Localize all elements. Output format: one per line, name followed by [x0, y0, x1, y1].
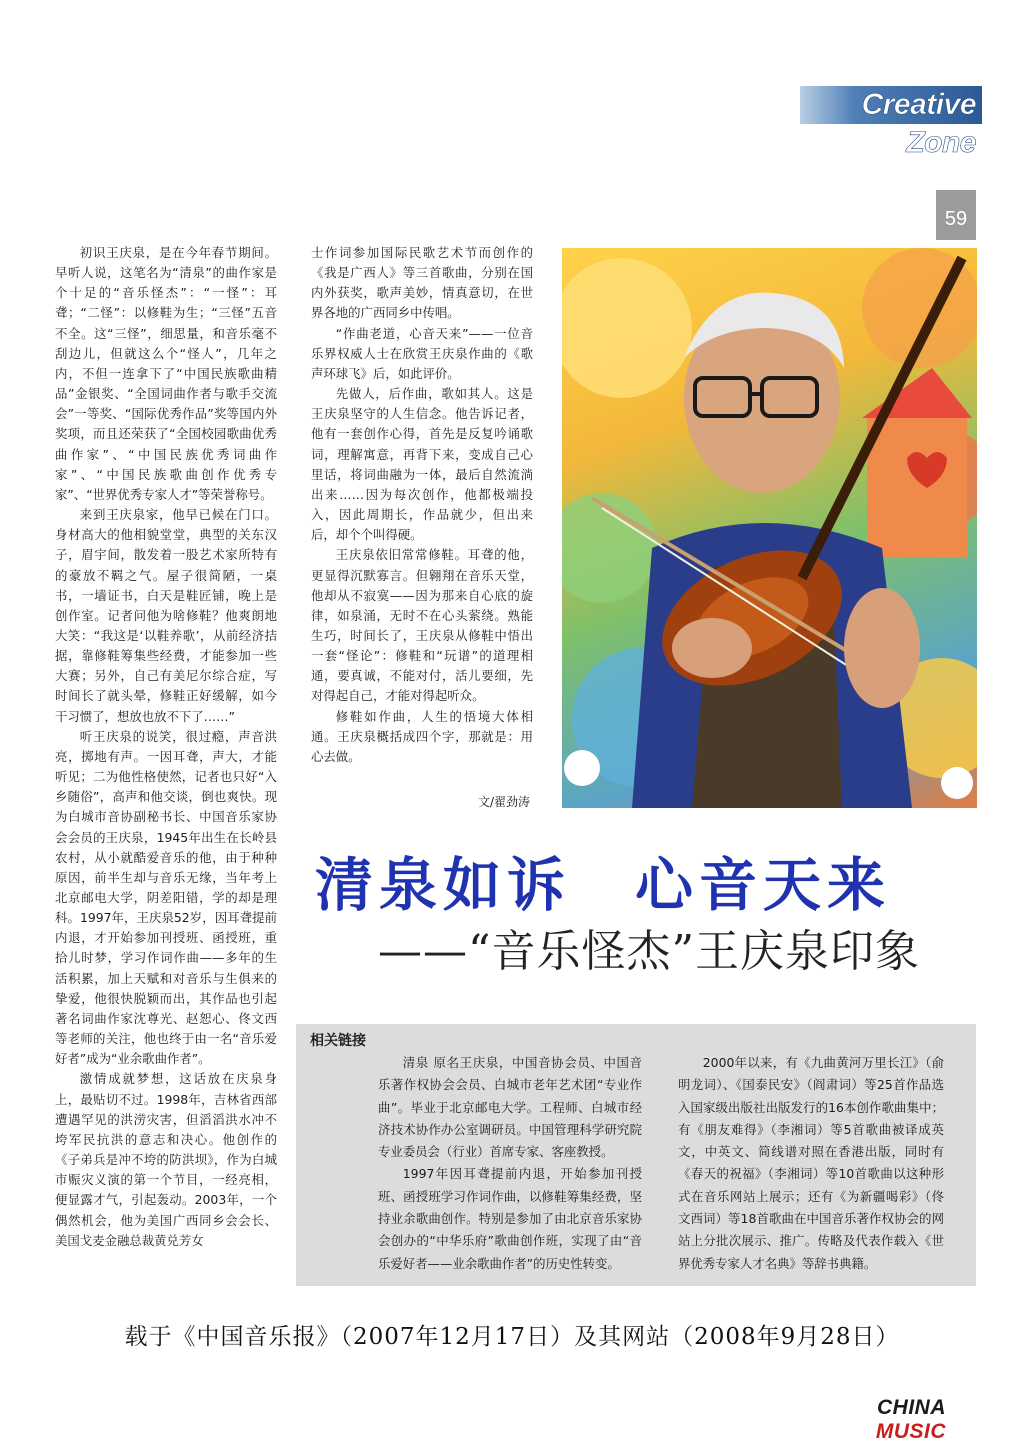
magazine-logo-part-2: MUSIC: [875, 1420, 946, 1443]
related-paragraph: 1997年因耳聋提前内退，开始参加刊授班、函授班学习作词作曲，以修鞋筹集经费，坚持业余歌曲创作。特别是参加了由北京音乐家协会创办的“中华乐府”歌曲创作班，实现了由“音乐爱好者——业余歌曲作者”的历史性转变。: [378, 1166, 642, 1271]
violinist-photo: [562, 248, 977, 808]
headline-part-1: 清泉如诉: [315, 851, 572, 919]
source-note: 载于《中国音乐报》（2007年12月17日）及其网站（2008年9月28日）: [124, 1324, 900, 1350]
article-column-1: [55, 243, 277, 1251]
magazine-logo-part-1: CHINA: [877, 1396, 946, 1419]
related-paragraph: 清泉 原名王庆泉，中国音协会员、中国音乐著作权协会会员、白城市老年艺术团“专业作曲”。毕业于北京邮电大学。工程师、白城市经济技术协作办公室调研员。中国管理科学研究院专业委员会（行业）首席专家、客座教授。: [378, 1055, 642, 1160]
page-number: 59: [936, 190, 976, 240]
article-column-2: [311, 243, 533, 767]
section-title: Creative Zone: [800, 86, 982, 124]
paragraph: 激情成就梦想，这话放在庆泉身上，最贴切不过。1998年，吉林省西部遭遇罕见的洪涝灾害，但滔滔洪水冲不垮军民抗洪的意志和决心。他创作的《子弟兵是冲不垮的防洪坝》，作为白城市赈灾义演的第一个节目，一经亮相，便显露才气，引起轰动。2003年，一个偶然机会，他为美国广西同乡会会长、美国戈麦金融总裁黄兑芳女: [55, 1071, 277, 1248]
related-paragraph: 2000年以来，有《九曲黄河万里长江》（俞明龙词）、《国泰民安》（阎肃词）等25首作品选入国家级出版社出版发行的16本创作歌曲集中；有《朋友难得》（李湘词）等5首歌曲被译成英文，中英文、简线谱对照在香港出版，同时有《春天的祝福》（李湘词）等10首歌曲以这种形式在音乐网站上展示；还有《为新疆喝彩》（佟文西词）等18首歌曲在中国音乐著作权协会的网站上分批次展示、推广。传略及代表作载入《世界优秀专家人才名典》等辞书典籍。: [678, 1055, 944, 1271]
subtitle: ——“音乐怪杰”王庆泉印象: [378, 926, 920, 977]
paragraph: 来到王庆泉家，他早已候在门口。身材高大的他相貌堂堂，典型的关东汉子，眉宇间，散发着一股艺术家所特有的豪放不羁之气。屋子很简陋，一桌书，一墙证书，白天是鞋匠铺，晚上是创作室。记者问他为啥修鞋？他爽朗地大笑：“我这是‘以鞋养歌’，从前经济拮据，靠修鞋筹集些经费，才能参加一些大赛；另外，自己有美尼尔综合症，写时间长了就头晕，修鞋正好缓解，如今干习惯了，想放也放不下了……”: [55, 507, 277, 724]
paragraph: 修鞋如作曲，人生的悟境大体相通。王庆泉概括成四个字，那就是：用心去做。: [311, 708, 533, 764]
paragraph: 听王庆泉的说笑，很过瘾，声音洪亮，掷地有声。一因耳聋，声大，才能听见；二为他性格使然，记者也只好“入乡随俗”，高声和他交谈，倒也爽快。现为白城市音协副秘书长、中国音乐家协会会员的王庆泉，1945年出生在长岭县农村，从小就酷爱音乐的他，由于种种原因，前半生却与音乐无缘，当年考上北京邮电大学，阴差阳错，学的却是理科。1997年，王庆泉52岁，因耳聋提前内退，才开始参加刊授班、函授班，重拾儿时梦，学习作词作曲——多年的生活积累，加上天赋和对音乐与生俱来的挚爱，他很快脱颖而出，其作品也引起著名词曲作家沈尊光、赵恕心、佟文西等老师的关注，他也终于由一名“音乐爱好者”成为“业余歌曲作者”。: [55, 728, 277, 1067]
magazine-logo: [806, 1396, 946, 1444]
violinist-illustration: [562, 248, 977, 808]
paragraph: 王庆泉依旧常常修鞋。耳聋的他，更显得沉默寡言。但翱翔在音乐天堂，他却从不寂寞——因为那来自心底的旋律，如泉涌，无时不在心头萦绕。熟能生巧，时间长了，王庆泉从修鞋中悟出一套“怪论”：修鞋和“玩谱”的道理相通，要真诚，不能对付，活儿要细，先对得起自己，才能对得起听众。: [311, 547, 533, 704]
paragraph: 士作词参加国际民歌艺术节而创作的《我是广西人》等三首歌曲，分别在国内外获奖，歌声美妙，情真意切，在世界各地的广西同乡中传唱。: [311, 245, 533, 321]
headline: [315, 850, 935, 920]
byline: 文/翟劲涛: [477, 795, 530, 809]
related-info-label: 相关链接: [310, 1033, 366, 1049]
paragraph: 先做人，后作曲，歌如其人。这是王庆泉坚守的人生信念。他告诉记者，他有一套创作心得，首先是反复吟诵歌词，理解寓意，再背下来，变成自己心里话，将词曲融为一体，最后自然流淌出来……因为每次创作，他都极端投入，因此周期长，作品就少，但出来后，却个个叫得硬。: [311, 386, 533, 543]
paragraph: “作曲老道，心音天来”——一位音乐界权威人士在欣赏王庆泉作曲的《歌声环球飞》后，如此评价。: [311, 325, 533, 381]
headline-part-2: 心音天来: [635, 851, 892, 919]
paragraph: 初识王庆泉，是在今年春节期间。早听人说，这笔名为“清泉”的曲作家是个十足的“音乐怪杰”：“一怪”：耳聋；“二怪”：以修鞋为生；“三怪”五音不全。这“三怪”，细思量，和音乐毫不刮边儿，但就这么个“怪人”，几年之内，不但一连拿下了“中国民族歌曲精品”金银奖、“全国词曲作者与歌手交流会”一等奖、“国际优秀作品”奖等国内外奖项，而且还荣获了“全国校园歌曲优秀曲作家”、“中国民族优秀词曲作家”、“中国民族歌曲创作优秀专家”、“世界优秀专家人才”等荣誉称号。: [55, 245, 277, 502]
related-column-2: [678, 1052, 944, 1275]
related-column-1: [378, 1052, 642, 1275]
